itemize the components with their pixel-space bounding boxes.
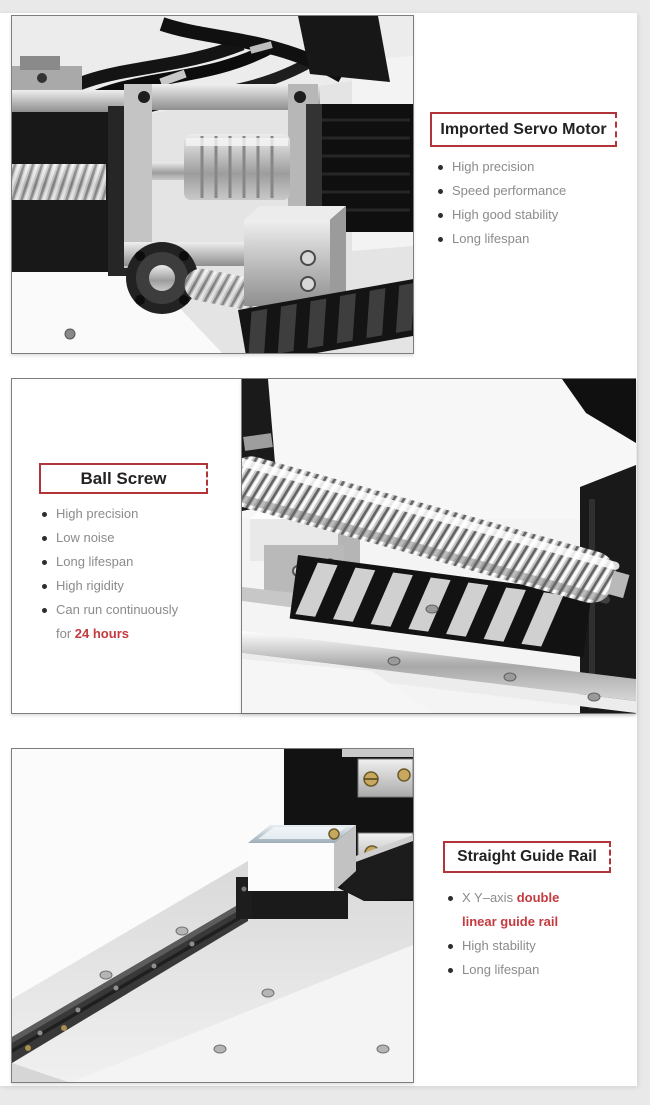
feature-list [443, 886, 628, 982]
feature-text: Speed performance [452, 183, 567, 198]
list-item [438, 179, 630, 203]
feature-highlight: double [516, 890, 560, 905]
floor-screw [65, 329, 75, 339]
guide-rail-photo [11, 748, 414, 1083]
bullet-dot-icon [42, 512, 47, 517]
list-item [438, 155, 630, 179]
servo-motor-text-block [430, 112, 630, 251]
feature-text: Long lifespan [56, 554, 134, 569]
list-item [448, 886, 628, 934]
list-item [42, 526, 235, 550]
carriage-block [236, 825, 356, 919]
list-item [448, 934, 628, 958]
section-title-box [443, 841, 611, 873]
guide-rail-illustration [12, 749, 413, 1082]
feature-text: Long lifespan [452, 231, 530, 246]
feature-text: Can run continuously [56, 602, 179, 617]
bullet-dot-icon [42, 608, 47, 613]
feature-text: for [56, 626, 75, 641]
section-title-box [430, 112, 617, 147]
feature-text: Low noise [56, 530, 115, 545]
feature-text: High rigidity [56, 578, 124, 593]
bullet-dot-icon [438, 189, 443, 194]
section-title: Imported Servo Motor [440, 121, 607, 138]
feature-list [430, 155, 630, 251]
section-title: Straight Guide Rail [457, 848, 597, 865]
feature-highlight: linear guide rail [462, 914, 559, 929]
ball-screw-photo [241, 379, 636, 713]
bullet-dot-icon [438, 237, 443, 242]
bullet-dot-icon [438, 165, 443, 170]
ball-screw-illustration [242, 379, 636, 713]
bullet-dot-icon [448, 968, 453, 973]
feature-text: X Y–axis [462, 890, 517, 905]
bullet-dot-icon [448, 944, 453, 949]
bullet-dot-icon [42, 536, 47, 541]
servo-motor-illustration [12, 16, 413, 353]
feature-highlight: 24 hours [74, 626, 129, 641]
list-item [42, 574, 235, 598]
left-motor-block [12, 90, 132, 276]
section-title-box [39, 463, 208, 494]
bullet-dot-icon [42, 584, 47, 589]
list-item [42, 550, 235, 574]
section-title: Ball Screw [80, 469, 167, 488]
feature-text: High precision [452, 159, 535, 174]
ball-screw-section-panel [11, 378, 636, 714]
feature-text: High stability [462, 938, 536, 953]
bullet-dot-icon [438, 213, 443, 218]
list-item [42, 598, 235, 646]
feature-text: Long lifespan [462, 962, 540, 977]
bearing-block [244, 206, 346, 306]
feature-text: High precision [56, 506, 139, 521]
bullet-dot-icon [42, 560, 47, 565]
list-item [438, 203, 630, 227]
guide-rail-text-block [443, 841, 628, 982]
list-item [448, 958, 628, 982]
feature-list [39, 502, 235, 646]
bullet-dot-icon [448, 896, 453, 901]
servo-motor-photo [11, 15, 414, 354]
list-item [438, 227, 630, 251]
list-item [42, 502, 235, 526]
feature-text: High good stability [452, 207, 559, 222]
ball-screw-text-block [39, 463, 235, 646]
